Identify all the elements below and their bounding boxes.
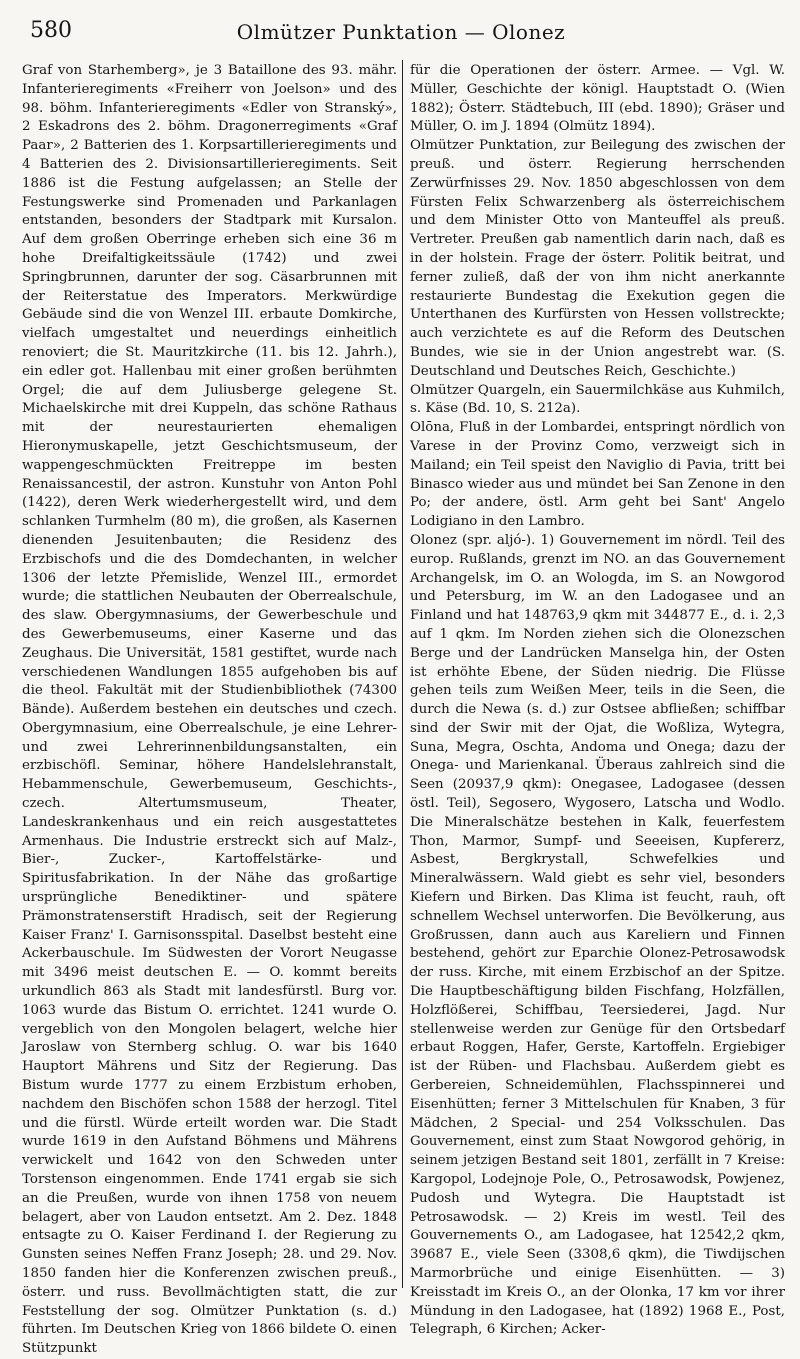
column-divider xyxy=(402,60,403,1288)
entry-olona: Olōna, Fluß in der Lombardei, entspringt nördlich von Varese in der Provinz Como, verzweigt sich in Mailand; ein Teil speist den Naviglio di Pavia, tritt bei Binasco wieder aus und mündet bei San Zenone in den Po; der andere, östl. Arm geht bei Sant' Angelo Lodigiano in den Lambro. xyxy=(410,420,785,530)
left-column xyxy=(22,62,397,1357)
entry-olmuetzer-quargeln: Olmützer Quargeln, ein Sauermilchkäse aus Kuhmilch, s. Käse (Bd. 10, S. 212a). xyxy=(410,382,785,417)
page-header xyxy=(30,14,772,54)
paragraph-olmuetz-continued: Graf von Starhemberg», je 3 Bataillone des 93. mähr. Infanterieregiments «Freiherr von Joelson» und des 98. böhm. Infanterieregiments «Edler von Stranský», 2 Eskadrons des 2. böhm. Dragonerregiments «Graf Paar», 2 Batterien des 1. Korpsartillerieregiments und 4 Batterien des 2. Divisionsartillerieregiments. Seit 1886 ist die Festung aufgelassen; an Stelle der Festungswerke sind Promenaden und Parkanlagen entstanden, besonders der Stadtpark mit Kursalon. Auf dem großen Oberringe erheben sich eine 36 m hohe Dreifaltigkeitssäule (1742) und zwei Springbrunnen, darunter der sog. Cäsarbrunnen mit der Reiterstatue des Imperators. Merkwürdige Gebäude sind die von Wenzel III. erbaute Domkirche, vielfach umgestaltet und neuerdings einheitlich renoviert; die St. Mauritzkirche (11. bis 12. Jahrh.), ein edler got. Hallenbau mit einer großen berühmten Orgel; die auf dem Juliusberge gelegene St. Michaelskirche mit drei Kuppeln, das schöne Rathaus mit der neurestaurierten ehemaligen Hieronymuskapelle, jetzt Geschichtsmuseum, der wappengeschmückten Freitreppe im besten Renaissancestil, der astron. Kunstuhr von Anton Pohl (1422), deren Werk wiederhergestellt wird, und dem schlanken Turmhelm (80 m), die großen, als Kasernen dienenden Jesuitenbauten; die Residenz des Erzbischofs und die des Domdechanten, in welcher 1306 der letzte Přemislide, Wenzel III., ermordet wurde; die stattlichen Neubauten der Oberrealschule, des slaw. Obergymnasiums, der Gewerbeschule und des Gewerbemuseums, einer Kaserne und das Zeughaus. Die Universität, 1581 gestiftet, wurde nach verschiedenen Wandlungen 1855 aufgehoben bis auf die theol. Fakultät mit der Studienbibliothek (74300 Bände). Außerdem bestehen ein deutsches und czech. Obergymnasium, eine Oberrealschule, je eine Lehrer- und zwei Lehrerinnenbildungsanstalten, ein erzbischöfl. Seminar, höhere Handelslehranstalt, Hebammenschule, Gewerbemuseum, Geschichts-, czech. Altertumsmuseum, Theater, Landeskrankenhaus und ein reich ausgestattetes Armenhaus. Die Industrie erstreckt sich auf Malz-, Bier-, Zucker-, Kartoffelstärke- und Spiritusfabrikation. In der Nähe das großartige ursprüngliche Benediktiner- und spätere Prämonstratenserstift Hradisch, seit der Regierung Kaiser Franz' I. Garnisonsspital. Daselbst besteht eine Ackerbauschule. Im Südwesten der Vorort Neugasse mit 3496 meist deutschen E. — O. kommt bereits urkundlich 863 als Stadt mit landesfürstl. Burg vor. 1063 wurde das Bistum O. errichtet. 1241 wurde O. vergeblich von den Mongolen belagert, welche hier Jaroslaw von Sternberg schlug. O. war bis 1640 Hauptort Mährens und Sitz der Regierung. Das Bistum wurde 1777 zu einem Erzbistum erhoben, nachdem den Bischöfen schon 1588 der herzogl. Titel und die fürstl. Würde erteilt worden war. Die Stadt wurde 1619 in den Aufstand Böhmens und Mährens verwickelt und 1642 von den Schweden unter Torstenson eingenommen. Ende 1741 ergab sie sich an die Preußen, wurde von ihnen 1758 von neuem belagert, aber von Laudon entsetzt. Am 2. Dez. 1848 entsagte zu O. Kaiser Ferdinand I. der Regierung zu Gunsten seines Neffen Franz Joseph; 28. und 29. Nov. 1850 fanden hier die Konferenzen zwischen preuß., österr. und russ. Bevollmächtigten statt, die zur Feststellung der sog. Olmützer Punktation (s. d.) führten. Im Deutschen Krieg von 1866 bildete O. einen Stützpunkt xyxy=(22,63,397,1357)
entry-olmuetzer-punktation: Olmützer Punktation, zur Beilegung des zwischen der preuß. und österr. Regierung herrschenden Zerwürfnisses 29. Nov. 1850 abgeschlossen von dem Fürsten Felix Schwarzenberg als österreichischem und dem Minister Otto von Manteuffel als preuß. Vertreter. Preußen gab namentlich darin nach, daß es in der holstein. Frage der österr. Politik beitrat, und ferner zuließ, daß der von ihm nicht anerkannte restaurierte Bundestag die Exekution gegen die Unterthanen des Kurfürsten von Hessen vollstreckte; auch verzichtete es auf die Reform des Deutschen Bundes, wie sie in der Union angestrebt war. (S. Deutschland und Deutsches Reich, Geschichte.) xyxy=(410,138,785,379)
running-title: Olmützer Punktation — Olonez xyxy=(236,20,566,44)
page-number: 580 xyxy=(30,18,72,43)
entry-olonez: Olonez (spr. aljó-). 1) Gouvernement im nördl. Teil des europ. Rußlands, grenzt im NO. an das Gouvernement Archangelsk, im O. an Wologda, im S. an Nowgorod und Petersburg, im W. an den Ladogasee und an Finland und hat 148763,9 qkm mit 344877 E., d. i. 2,3 auf 1 qkm. Im Norden ziehen sich die Olonezschen Berge und der Landrücken Manselga hin, der Osten ist erhöhte Ebene, der Süden niedrig. Die Flüsse gehen teils zum Weißen Meer, teils in die Seen, die durch die Newa (s. d.) zur Ostsee abfließen; schiffbar sind der Swir mit der Ojat, die Woßliza, Wytegra, Suna, Megra, Oschta, Andoma und Onega; dazu der Onega- und Marienkanal. Überaus zahlreich sind die Seen (20937,9 qkm): Onegasee, Ladogasee (dessen östl. Teil), Segosero, Wygosero, Latscha und Wodlo. Die Mineralschätze bestehen in Kalk, feuerfestem Thon, Marmor, Sumpf- und Seeeisen, Kupfererz, Asbest, Bergkrystall, Schwefelkies und Mineralwässern. Wald giebt es sehr viel, besonders Kiefern und Birken. Das Klima ist feucht, rauh, oft schnellem Wechsel unterworfen. Die Bevölkerung, aus Großrussen, dann auch aus Kareliern und Finnen bestehend, gehört zur Eparchie Olonez-Petrosawodsk der russ. Kirche, mit einem Erzbischof an der Spitze. Die Hauptbeschäftigung bilden Fischfang, Holzfällen, Holzflößerei, Schiffbau, Teersiederei, Jagd. Nur stellenweise werden zur Genüge für den Ortsbedarf erbaut Roggen, Hafer, Gerste, Kartoffeln. Ergiebiger ist der Rüben- und Flachsbau. Außerdem giebt es Gerbereien, Schneidemühlen, Flachsspinnerei und Eisenhütten; ferner 3 Mittelschulen für Knaben, 3 für Mädchen, 2 Special- und 254 Volksschulen. Das Gouvernement, einst zum Staat Nowgorod gehörig, in seinem jetzigen Bestand seit 1801, zerfällt in 7 Kreise: Kargopol, Lodejnoje Pole, O., Petrosawodsk, Powjenez, Pudosh und Wytegra. Die Hauptstadt ist Petrosawodsk. — 2) Kreis im westl. Teil des Gouvernements O., am Ladogasee, hat 12542,2 qkm, 39687 E., viele Seen (3308,6 qkm), die Tiwdijschen Marmorbrüche und einige Eisenhütten. — 3) Kreisstadt im Kreis O., an der Olonka, 17 km vor ihrer Mündung in den Ladogasee, hat (1892) 1968 E., Post, Telegraph, 6 Kirchen; Acker- xyxy=(410,532,785,1338)
paragraph-olmuetz-literature: für die Operationen der österr. Armee. — Vgl. W. Müller, Geschichte der königl. Hauptstadt O. (Wien 1882); Österr. Städtebuch, III (ebd. 1890); Gräser und Müller, O. im J. 1894 (Olmütz 1894). xyxy=(410,63,785,135)
right-column xyxy=(410,62,785,1338)
